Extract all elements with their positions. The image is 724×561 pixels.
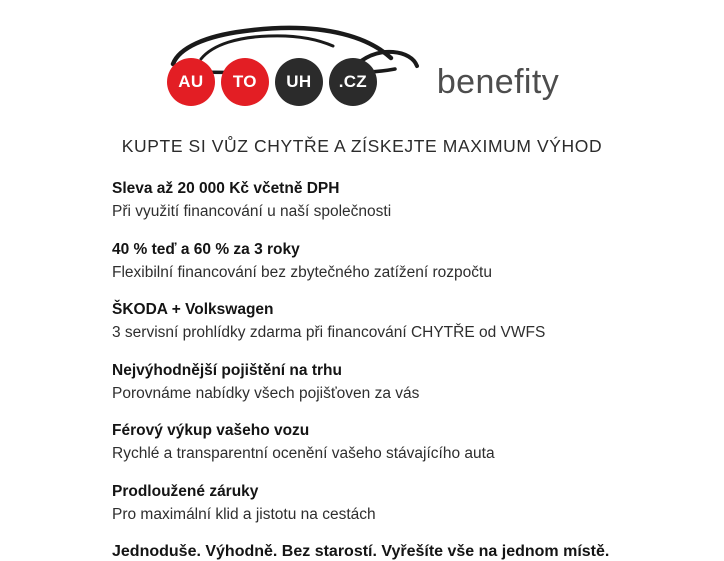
benefit-description: 3 servisní prohlídky zdarma při financování CHYTŘE od VWFS: [112, 324, 546, 342]
benefit-description: Rychlé a transparentní ocenění vašeho stávajícího auta: [112, 445, 495, 463]
benefit-description: Flexibilní financování bez zbytečného zatížení rozpočtu: [112, 263, 492, 281]
benefit-description: Pro maximální klid a jistotu na cestách: [112, 505, 376, 523]
benefit-item: [112, 300, 684, 344]
benefit-title: 40 % teď a 60 % za 3 roky: [112, 240, 300, 258]
page-headline: KUPTE SI VŮZ CHYTŘE A ZÍSKEJTE MAXIMUM VÝHOD: [121, 136, 603, 156]
benefit-item: [112, 421, 684, 465]
logo-wordmark: benefity: [436, 62, 560, 101]
footer-tagline: Jednoduše. Výhodně. Bez starostí. Vyřešíte vše na jednom místě.: [112, 542, 610, 560]
benefit-item: [112, 361, 684, 405]
benefit-title: ŠKODA + Volkswagen: [112, 301, 274, 319]
logo-circle-au: AU: [167, 58, 215, 106]
logo-inner: [165, 14, 559, 110]
benefit-description: Při využití financování u naší společnosti: [112, 202, 392, 220]
benefit-item: [112, 179, 684, 223]
benefit-item: [112, 482, 684, 526]
logo-circle-cz: .CZ: [329, 58, 377, 106]
logo-circle-to: TO: [221, 58, 269, 106]
benefit-title: Sleva až 20 000 Kč včetně DPH: [112, 180, 340, 197]
benefits-list: [0, 179, 724, 561]
benefit-item: [112, 240, 684, 284]
logo-circles: [167, 58, 377, 106]
benefit-title: Férový výkup vašeho vozu: [112, 422, 310, 440]
logo-circle-uh: UH: [275, 58, 323, 106]
logo-block: [0, 0, 724, 120]
logo-mark: [165, 14, 425, 110]
benefit-title: Nejvýhodnější pojištění na trhu: [112, 361, 342, 379]
benefit-description: Porovnáme nabídky všech pojišťoven za vás: [112, 384, 420, 402]
benefit-title: Prodloužené záruky: [112, 483, 259, 501]
